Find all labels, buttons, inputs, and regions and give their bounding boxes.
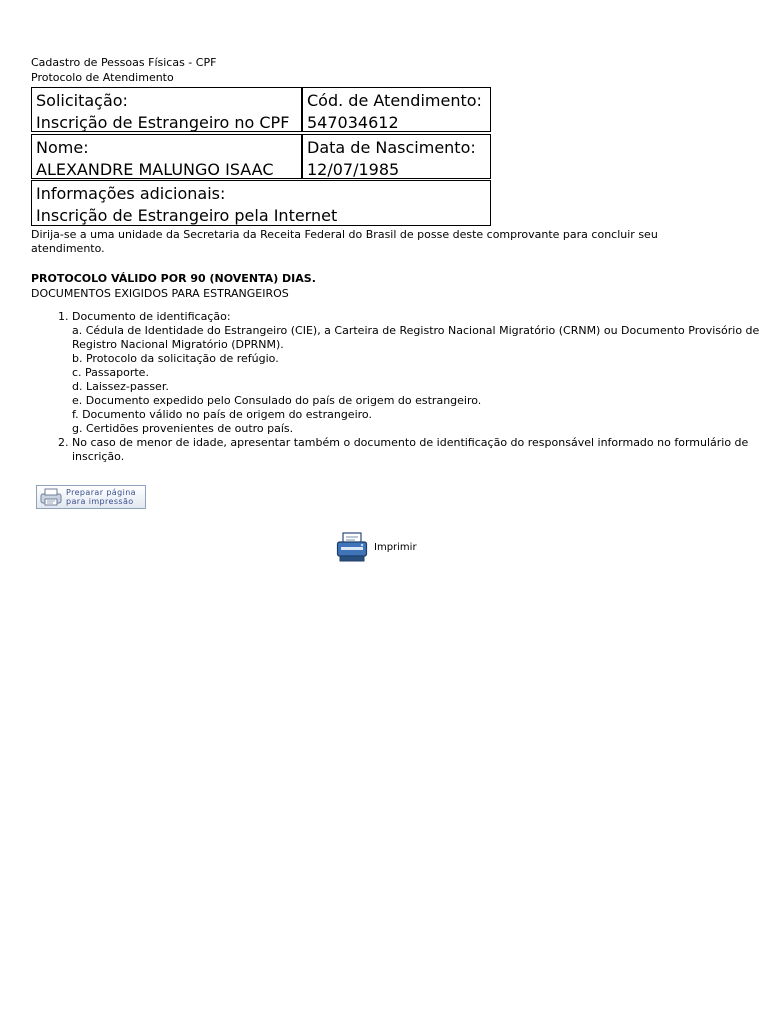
info-label: Informações adicionais: (36, 184, 226, 203)
prepare-print-label (66, 488, 136, 506)
info-value: Inscrição de Estrangeiro pela Internet (36, 206, 338, 225)
nome-box (31, 134, 302, 179)
documents-heading: DOCUMENTOS EXIGIDOS PARA ESTRANGEIROS (31, 287, 289, 300)
list-subitem: g. Certidões provenientes de outro país. (72, 422, 294, 435)
solicitacao-value: Inscrição de Estrangeiro no CPF (36, 113, 290, 132)
nome-value: ALEXANDRE MALUNGO ISAAC (36, 160, 274, 179)
list-subitem: b. Protocolo da solicitação de refúgio. (72, 352, 279, 365)
info-box (31, 180, 491, 226)
print-label: Imprimir (374, 541, 417, 553)
nascimento-box (302, 134, 491, 179)
list-item (72, 310, 768, 436)
prepare-print-button[interactable] (36, 485, 146, 509)
list-subitem: c. Passaporte. (72, 366, 149, 379)
page-title: Cadastro de Pessoas Físicas - CPF (31, 56, 217, 69)
atendimento-value: 547034612 (307, 113, 399, 132)
atendimento-box (302, 87, 491, 132)
list-subitem: f. Documento válido no país de origem do estrangeiro. (72, 408, 372, 421)
documents-list (31, 310, 768, 464)
list-item-title: Documento de identificação: (72, 310, 231, 323)
nome-label: Nome: (36, 138, 89, 157)
nascimento-label: Data de Nascimento: (307, 138, 476, 157)
list-item: 2. No caso de menor de idade, apresentar também o documento de identificação do responsável informado no formulário de inscrição. (72, 436, 768, 464)
nascimento-value: 12/07/1985 (307, 160, 400, 179)
prepare-print-label-line2: para impressão (66, 497, 134, 506)
solicitacao-box (31, 87, 302, 132)
prepare-print-label-line1: Preparar página (66, 488, 136, 497)
page-subtitle: Protocolo de Atendimento (31, 71, 174, 84)
validity-notice: PROTOCOLO VÁLIDO POR 90 (NOVENTA) DIAS. (31, 272, 316, 285)
list-subitem: d. Laissez-passer. (72, 380, 169, 393)
printer-page-icon (40, 488, 62, 506)
print-button[interactable] (336, 532, 417, 562)
solicitacao-label: Solicitação: (36, 91, 128, 110)
list-subitem: e. Documento expedido pelo Consulado do país de origem do estrangeiro. (72, 394, 482, 407)
list-subitem: a. Cédula de Identidade do Estrangeiro (CIE), a Carteira de Registro Nacional Migratório (CRNM) ou Documento Provisório de Registro Nacional Migratório (DPRNM). (72, 324, 760, 351)
atendimento-label: Cód. de Atendimento: (307, 91, 482, 110)
printer-icon (336, 532, 368, 562)
instructions-text: Dirija-se a uma unidade da Secretaria da Receita Federal do Brasil de posse deste comprovante para concluir seu atendimento. (31, 228, 658, 255)
